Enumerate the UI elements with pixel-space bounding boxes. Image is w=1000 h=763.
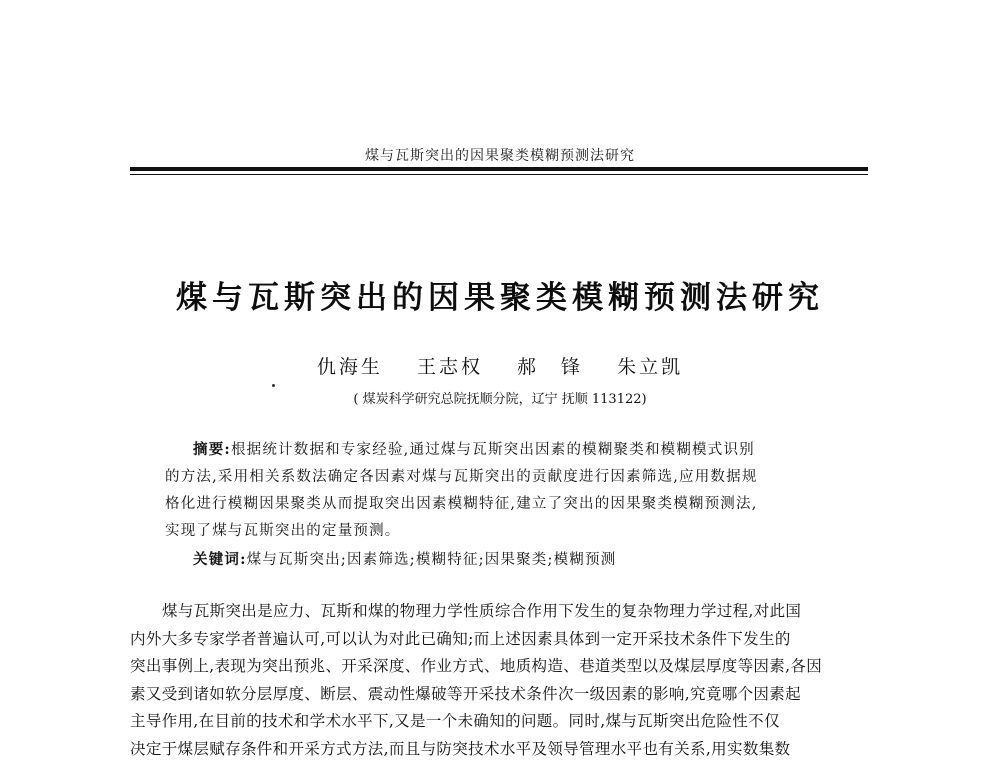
body-line: 突出事例上,表现为突出预兆、开采深度、作业方式、地质构造、巷道类型以及煤层厚度等因素,各因 <box>130 653 870 681</box>
author-name: 仇海生 <box>317 356 383 378</box>
abstract-line <box>165 436 835 464</box>
abstract-label: 摘要: <box>193 441 231 458</box>
body-paragraph <box>130 598 870 763</box>
header-rule-thick <box>130 167 868 171</box>
author-name: 朱立凯 <box>617 356 683 378</box>
abstract-line: 实现了煤与瓦斯突出的定量预测。 <box>165 518 835 545</box>
author-list <box>0 352 1000 379</box>
affiliation: ( 煤炭科学研究总院抚顺分院，辽宁 抚顺 113122) <box>0 388 1000 407</box>
body-line: 素又受到诸如软分层厚度、断层、震动性爆破等开采技术条件次一级因素的影响,究竟哪个因素起 <box>130 681 870 709</box>
keywords-label: 关键词: <box>193 551 247 568</box>
keywords-text: 煤与瓦斯突出;因素筛选;模糊特征;因果聚类;模糊预测 <box>247 552 617 568</box>
abstract <box>165 436 835 545</box>
author-name: 王志权 <box>417 356 483 378</box>
body-line: 煤与瓦斯突出是应力、瓦斯和煤的物理力学性质综合作用下发生的复杂物理力学过程,对此国 <box>130 598 870 626</box>
header-rule-thin <box>130 174 868 175</box>
abstract-line: 的方法,采用相关系数法确定各因素对煤与瓦斯突出的贡献度进行因素筛选,应用数据规 <box>165 464 835 491</box>
author-name: 郝 锋 <box>517 356 583 378</box>
abstract-text: 根据统计数据和专家经验,通过煤与瓦斯突出因素的模糊聚类和模糊模式识别 <box>231 442 755 458</box>
body-line: 内外大多专家学者普遍认可,可以认为对此已确知;而上述因素具体到一定开采技术条件下发生的 <box>130 626 870 654</box>
abstract-line: 格化进行模糊因果聚类从而提取突出因素模糊特征,建立了突出的因果聚类模糊预测法, <box>165 491 835 518</box>
scan-speck <box>272 384 275 387</box>
body-line: 决定于煤层赋存条件和开采方式方法,而且与防突技术水平及领导管理水平也有关系,用实数集数 <box>130 736 870 763</box>
running-head: 煤与瓦斯突出的因果聚类模糊预测法研究 <box>0 145 1000 165</box>
body-line: 主导作用,在目前的技术和学术水平下,又是一个未确知的问题。同时,煤与瓦斯突出危险性不仅 <box>130 708 870 736</box>
paper-title: 煤与瓦斯突出的因果聚类模糊预测法研究 <box>0 272 1000 317</box>
keywords <box>193 548 616 569</box>
